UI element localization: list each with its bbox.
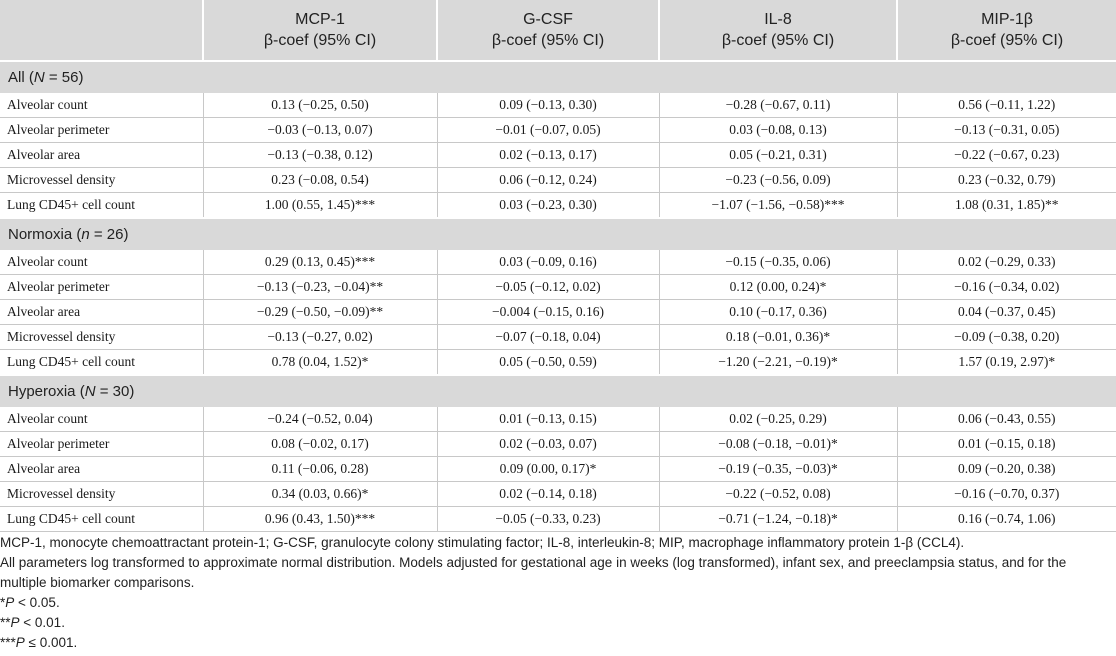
cell-gcsf: 0.01 (−0.13, 0.15) xyxy=(437,407,659,432)
cell-il8: 0.10 (−0.17, 0.36) xyxy=(659,300,897,325)
column-name: MIP-1β xyxy=(981,11,1033,28)
row-label: Lung CD45+ cell count xyxy=(0,507,203,532)
cell-il8: −0.22 (−0.52, 0.08) xyxy=(659,482,897,507)
row-label: Alveolar count xyxy=(0,407,203,432)
table-row xyxy=(0,300,1116,325)
table-row xyxy=(0,507,1116,532)
group-label: Normoxia (n = 26) xyxy=(0,218,1116,250)
table-row xyxy=(0,193,1116,219)
cell-il8: −0.28 (−0.67, 0.11) xyxy=(659,93,897,118)
cell-il8: −0.15 (−0.35, 0.06) xyxy=(659,250,897,275)
cell-gcsf: −0.004 (−0.15, 0.16) xyxy=(437,300,659,325)
cell-gcsf: −0.05 (−0.12, 0.02) xyxy=(437,275,659,300)
row-label: Alveolar area xyxy=(0,300,203,325)
table-body xyxy=(0,61,1116,532)
column-statistic: β-coef (95% CI) xyxy=(263,32,377,49)
cell-mcp1: 0.11 (−0.06, 0.28) xyxy=(203,457,437,482)
table-row xyxy=(0,432,1116,457)
cell-gcsf: 0.02 (−0.13, 0.17) xyxy=(437,143,659,168)
cell-gcsf: 0.09 (0.00, 0.17)* xyxy=(437,457,659,482)
cell-mcp1: −0.13 (−0.27, 0.02) xyxy=(203,325,437,350)
group-row-all xyxy=(0,61,1116,93)
row-label: Alveolar area xyxy=(0,143,203,168)
table-row xyxy=(0,93,1116,118)
cell-mip1b: −0.16 (−0.70, 0.37) xyxy=(897,482,1116,507)
cell-gcsf: −0.05 (−0.33, 0.23) xyxy=(437,507,659,532)
footnote-significance-3: ***P ≤ 0.001. xyxy=(0,635,78,650)
cell-mcp1: −0.13 (−0.23, −0.04)** xyxy=(203,275,437,300)
cell-mip1b: 0.02 (−0.29, 0.33) xyxy=(897,250,1116,275)
header-il8 xyxy=(659,0,897,61)
row-label: Alveolar perimeter xyxy=(0,118,203,143)
cell-il8: 0.05 (−0.21, 0.31) xyxy=(659,143,897,168)
cell-il8: −0.23 (−0.56, 0.09) xyxy=(659,168,897,193)
cell-mcp1: 0.13 (−0.25, 0.50) xyxy=(203,93,437,118)
row-label: Alveolar perimeter xyxy=(0,275,203,300)
cell-il8: 0.12 (0.00, 0.24)* xyxy=(659,275,897,300)
table-row xyxy=(0,250,1116,275)
table-header xyxy=(0,0,1116,61)
table-row xyxy=(0,275,1116,300)
cell-il8: −0.71 (−1.24, −0.18)* xyxy=(659,507,897,532)
footnote-methods: All parameters log transformed to approximate normal distribution. Models adjusted for gestational age in weeks (log transformed), infant sex, and preeclampsia status, and for the multiple biomarker comparisons. xyxy=(0,555,1067,590)
cell-gcsf: 0.02 (−0.14, 0.18) xyxy=(437,482,659,507)
cell-gcsf: 0.03 (−0.09, 0.16) xyxy=(437,250,659,275)
header-blank xyxy=(0,0,203,61)
row-label: Lung CD45+ cell count xyxy=(0,350,203,376)
column-name: IL-8 xyxy=(764,11,792,28)
column-name: G-CSF xyxy=(523,11,573,28)
cell-gcsf: 0.05 (−0.50, 0.59) xyxy=(437,350,659,376)
cell-mip1b: 0.04 (−0.37, 0.45) xyxy=(897,300,1116,325)
row-label: Microvessel density xyxy=(0,325,203,350)
row-label: Alveolar area xyxy=(0,457,203,482)
cell-mip1b: 1.57 (0.19, 2.97)* xyxy=(897,350,1116,376)
cell-mcp1: 1.00 (0.55, 1.45)*** xyxy=(203,193,437,219)
cell-gcsf: −0.07 (−0.18, 0.04) xyxy=(437,325,659,350)
cell-gcsf: 0.03 (−0.23, 0.30) xyxy=(437,193,659,219)
footnote-abbreviations: MCP-1, monocyte chemoattractant protein-1; G-CSF, granulocyte colony stimulating factor; IL-8, interleukin-8; MIP, macrophage inflammatory protein 1-β (CCL4). xyxy=(0,535,965,550)
table-row xyxy=(0,325,1116,350)
table-row xyxy=(0,350,1116,376)
footnote-significance-1: *P < 0.05. xyxy=(0,595,60,610)
table-row xyxy=(0,143,1116,168)
cell-mcp1: 0.23 (−0.08, 0.54) xyxy=(203,168,437,193)
table-row xyxy=(0,457,1116,482)
table-row xyxy=(0,168,1116,193)
cell-mcp1: −0.03 (−0.13, 0.07) xyxy=(203,118,437,143)
row-label: Microvessel density xyxy=(0,168,203,193)
table-row xyxy=(0,482,1116,507)
header-mip1b xyxy=(897,0,1116,61)
column-statistic: β-coef (95% CI) xyxy=(721,32,835,49)
cell-il8: 0.03 (−0.08, 0.13) xyxy=(659,118,897,143)
column-statistic: β-coef (95% CI) xyxy=(491,32,605,49)
table-row xyxy=(0,118,1116,143)
table-footnotes xyxy=(0,533,1114,653)
cell-gcsf: −0.01 (−0.07, 0.05) xyxy=(437,118,659,143)
cell-mip1b: 0.06 (−0.43, 0.55) xyxy=(897,407,1116,432)
cell-mip1b: −0.22 (−0.67, 0.23) xyxy=(897,143,1116,168)
cell-mcp1: −0.24 (−0.52, 0.04) xyxy=(203,407,437,432)
column-name: MCP-1 xyxy=(295,11,345,28)
row-label: Lung CD45+ cell count xyxy=(0,193,203,219)
cell-mip1b: −0.09 (−0.38, 0.20) xyxy=(897,325,1116,350)
cell-mcp1: 0.78 (0.04, 1.52)* xyxy=(203,350,437,376)
cell-mcp1: 0.29 (0.13, 0.45)*** xyxy=(203,250,437,275)
row-label: Microvessel density xyxy=(0,482,203,507)
cell-gcsf: 0.09 (−0.13, 0.30) xyxy=(437,93,659,118)
cell-il8: −0.19 (−0.35, −0.03)* xyxy=(659,457,897,482)
cell-il8: 0.18 (−0.01, 0.36)* xyxy=(659,325,897,350)
cell-mip1b: 0.01 (−0.15, 0.18) xyxy=(897,432,1116,457)
cell-il8: −1.07 (−1.56, −0.58)*** xyxy=(659,193,897,219)
row-label: Alveolar perimeter xyxy=(0,432,203,457)
footnote-significance-2: **P < 0.01. xyxy=(0,615,65,630)
cell-mcp1: 0.34 (0.03, 0.66)* xyxy=(203,482,437,507)
row-label: Alveolar count xyxy=(0,250,203,275)
cell-mip1b: 0.09 (−0.20, 0.38) xyxy=(897,457,1116,482)
cell-gcsf: 0.02 (−0.03, 0.07) xyxy=(437,432,659,457)
group-label: All (N = 56) xyxy=(0,61,1116,93)
cell-mip1b: 0.23 (−0.32, 0.79) xyxy=(897,168,1116,193)
column-statistic: β-coef (95% CI) xyxy=(950,32,1064,49)
table-row xyxy=(0,407,1116,432)
group-label: Hyperoxia (N = 30) xyxy=(0,375,1116,407)
group-row-normoxia xyxy=(0,218,1116,250)
cell-mip1b: 0.56 (−0.11, 1.22) xyxy=(897,93,1116,118)
cell-il8: −0.08 (−0.18, −0.01)* xyxy=(659,432,897,457)
cell-mcp1: 0.08 (−0.02, 0.17) xyxy=(203,432,437,457)
cell-mcp1: −0.29 (−0.50, −0.09)** xyxy=(203,300,437,325)
cell-mcp1: −0.13 (−0.38, 0.12) xyxy=(203,143,437,168)
cell-mip1b: 1.08 (0.31, 1.85)** xyxy=(897,193,1116,219)
cell-il8: 0.02 (−0.25, 0.29) xyxy=(659,407,897,432)
header-mcp1 xyxy=(203,0,437,61)
cell-gcsf: 0.06 (−0.12, 0.24) xyxy=(437,168,659,193)
cell-mip1b: −0.13 (−0.31, 0.05) xyxy=(897,118,1116,143)
cell-mcp1: 0.96 (0.43, 1.50)*** xyxy=(203,507,437,532)
cell-mip1b: −0.16 (−0.34, 0.02) xyxy=(897,275,1116,300)
cell-il8: −1.20 (−2.21, −0.19)* xyxy=(659,350,897,376)
header-gcsf xyxy=(437,0,659,61)
group-row-hyperoxia xyxy=(0,375,1116,407)
cell-mip1b: 0.16 (−0.74, 1.06) xyxy=(897,507,1116,532)
row-label: Alveolar count xyxy=(0,93,203,118)
